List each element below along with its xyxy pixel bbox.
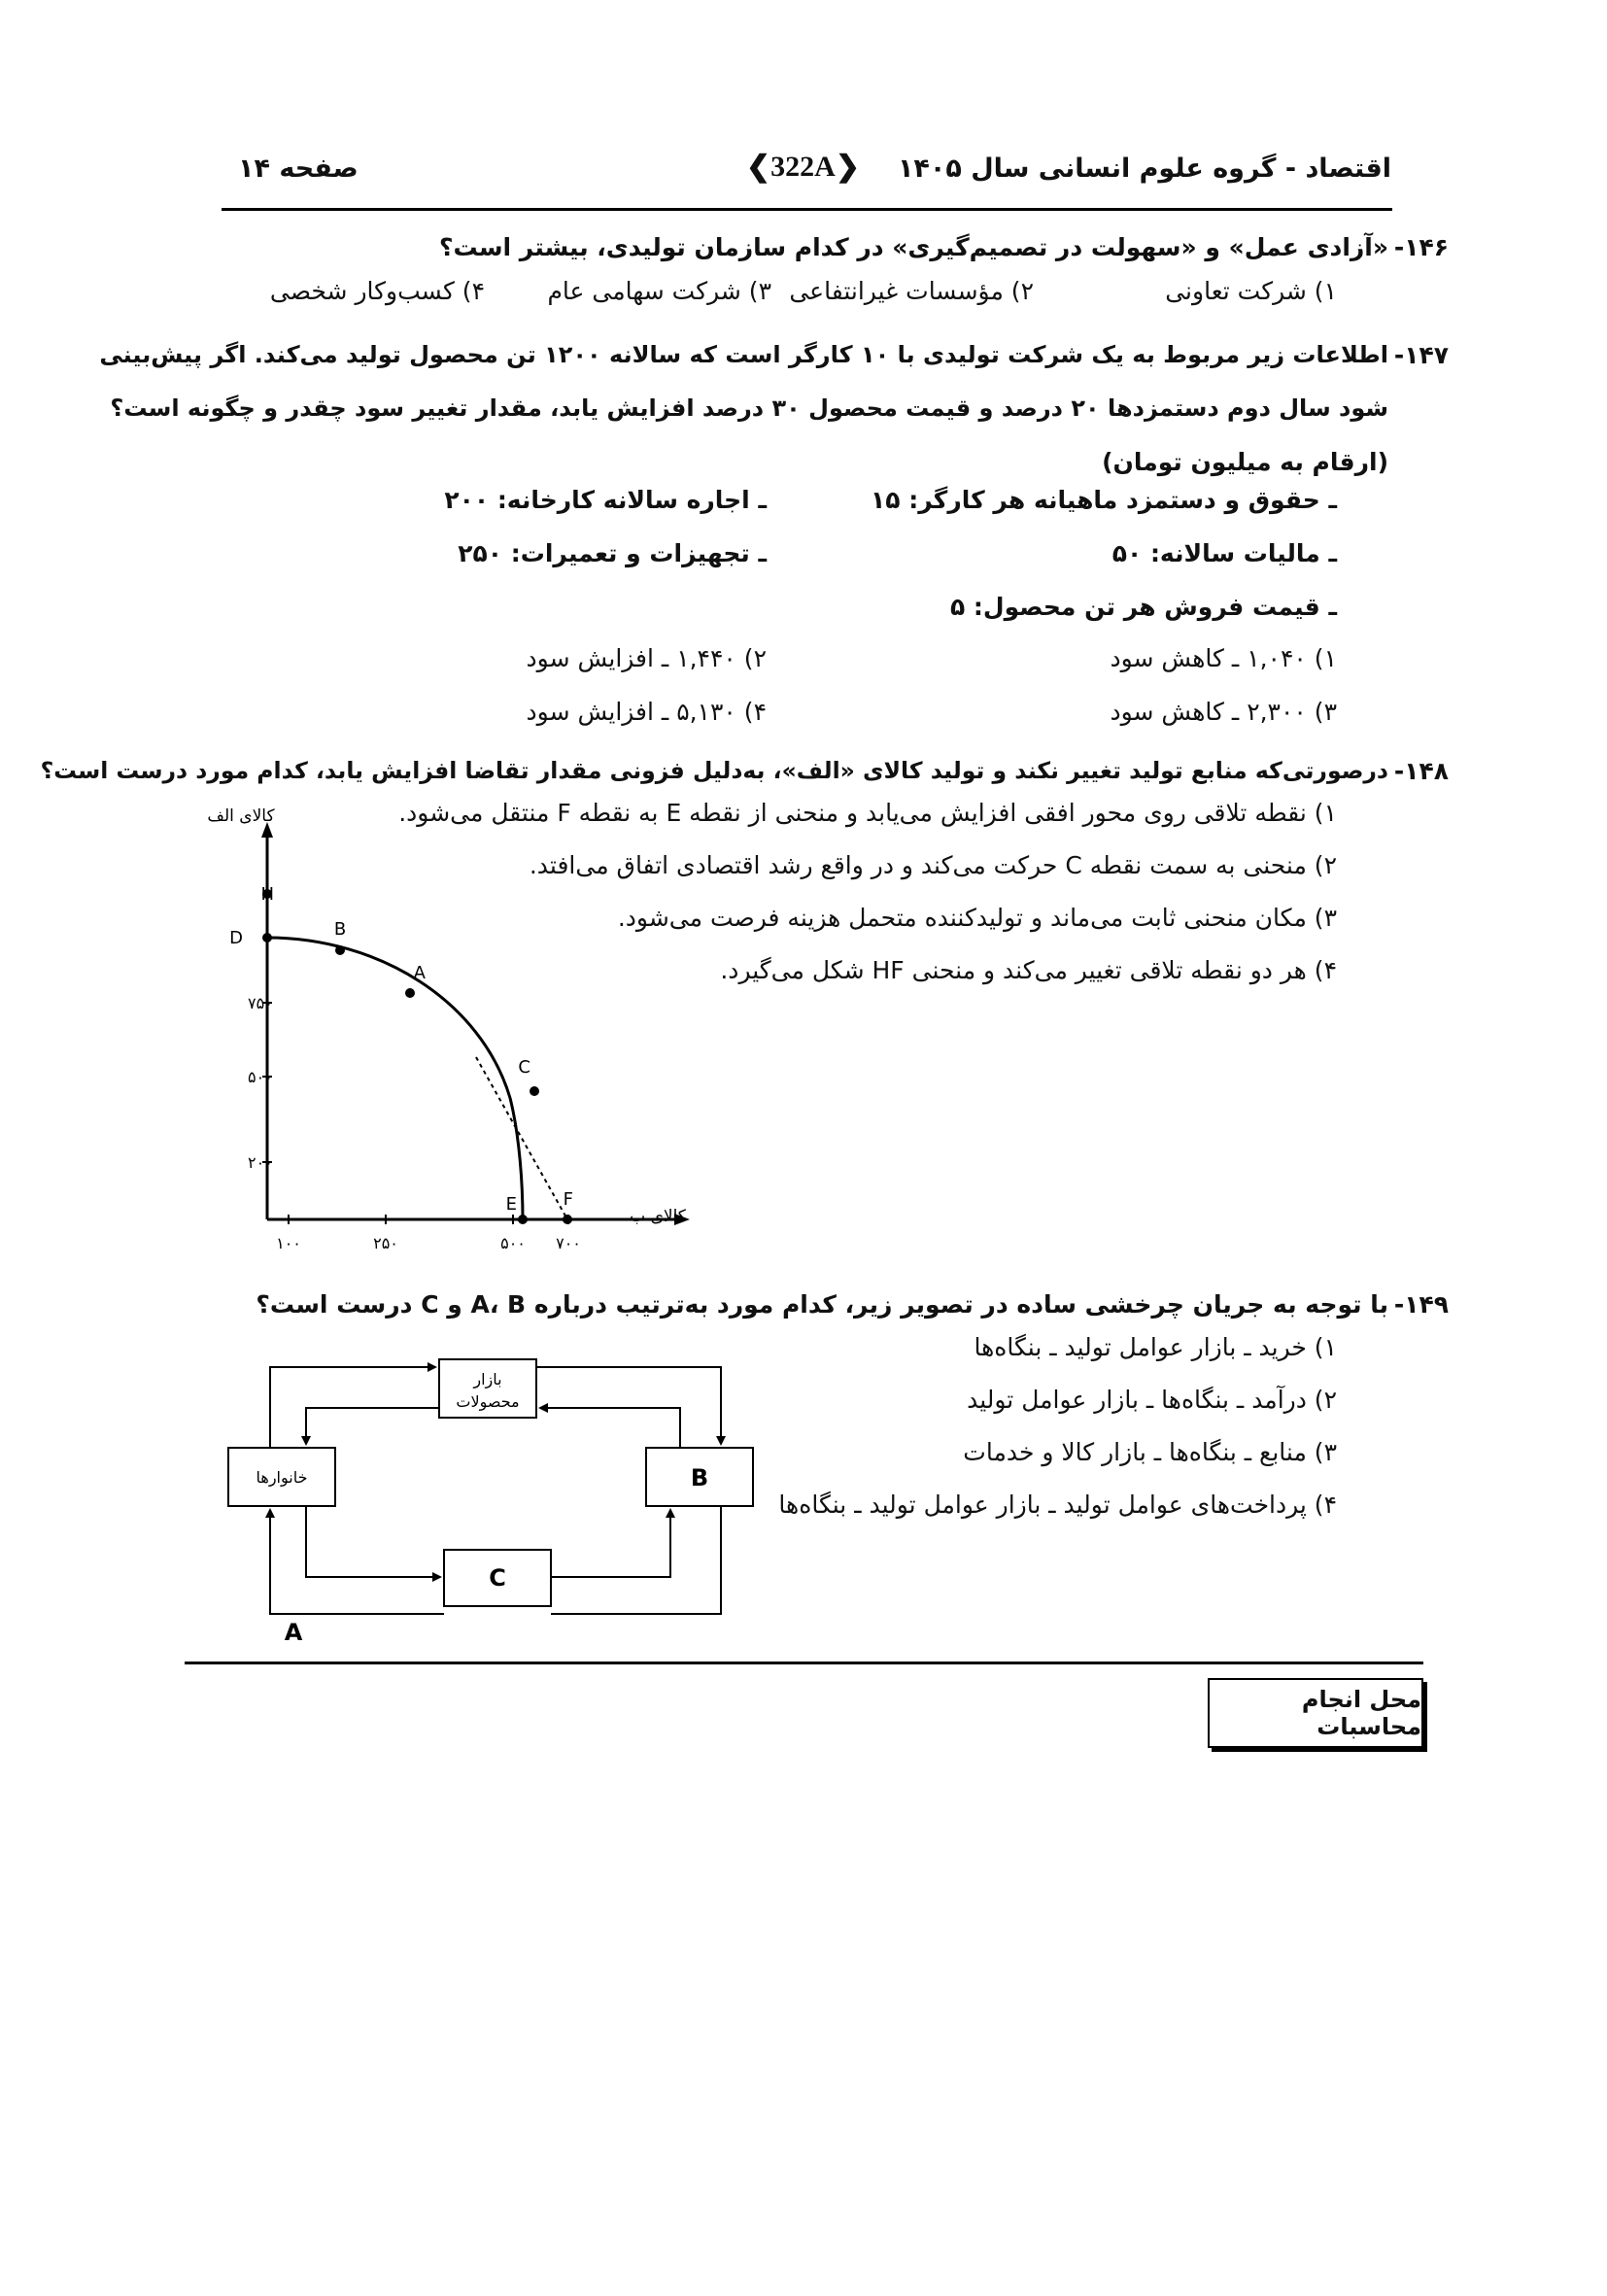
option-2[interactable]: ۲) درآمد ـ بنگاه‌ها ـ بازار عوامل تولید	[967, 1386, 1337, 1414]
footer-rule	[185, 1662, 1423, 1664]
point-h	[260, 884, 274, 905]
page-number: صفحه ۱۴	[238, 154, 359, 184]
households-label: خانوارها	[256, 1468, 308, 1487]
c-label: C	[489, 1564, 506, 1592]
fact-tax: ـ مالیات سالانه: ۵۰	[1111, 539, 1337, 567]
ppf-chart	[185, 797, 709, 1263]
question-number: ۱۴۹-	[1393, 1290, 1449, 1319]
fact-equipment: ـ تجهیزات و تعمیرات: ۲۵۰	[458, 539, 767, 567]
ppf-curve	[267, 938, 523, 1219]
option-3[interactable]: ۳) شرکت سهامی عام	[547, 277, 771, 305]
option-2[interactable]: ۲) منحنی به سمت نقطه C حرکت می‌کند و در واقع رشد اقتصادی اتفاق می‌افتد.	[529, 851, 1337, 879]
question-number: ۱۴۶-	[1393, 233, 1449, 261]
question-text-line-2: شود سال دوم دستمزدها ۲۰ درصد و قیمت محصول ۳۰ درصد افزایش یابد، مقدار تغییر سود چقدر و چگونه است؟	[110, 394, 1388, 422]
code-ornament-right: ❯	[835, 151, 860, 183]
x-axis-label: کالای ب	[630, 1207, 686, 1226]
option-4[interactable]: ۴) ۵,۱۳۰ ـ افزایش سود	[526, 698, 767, 726]
question-text-line-1: اطلاعات زیر مربوط به یک شرکت تولیدی با ۱۰ کارگر است که سالانه ۱۲۰۰ تن محصول تولید می‌کند. اگر پیش‌بینی	[99, 341, 1388, 368]
svg-text:C: C	[518, 1057, 530, 1078]
option-1[interactable]: ۱) خرید ـ بازار عوامل تولید ـ بنگاه‌ها	[974, 1333, 1337, 1361]
question-number: ۱۴۷-	[1393, 341, 1449, 369]
option-4[interactable]: ۴) پرداخت‌های عوامل تولید ـ بازار عوامل تولید ـ بنگاه‌ها	[778, 1491, 1337, 1519]
b-label: B	[690, 1464, 709, 1491]
option-2[interactable]: ۲) ۱,۴۴۰ ـ افزایش سود	[526, 644, 767, 672]
option-4[interactable]: ۴) کسب‌وکار شخصی	[269, 277, 485, 305]
product-market-label-1: بازار	[473, 1370, 502, 1388]
y-axis-label: کالای الف	[207, 806, 275, 826]
question-149	[203, 1278, 1449, 1331]
y-tick-200	[248, 1153, 273, 1172]
svg-text:۵۰۰: ۵۰۰	[248, 1068, 273, 1086]
flow-market-to-b	[536, 1367, 721, 1444]
flow-b-to-c-outer	[551, 1506, 721, 1614]
svg-text:H: H	[260, 884, 274, 905]
fact-rent: ـ اجاره سالانه کارخانه: ۲۰۰	[444, 486, 767, 514]
svg-text:A: A	[413, 963, 426, 983]
question-text: با توجه به جریان چرخشی ساده در تصویر زیر، کدام مورد به‌ترتیب درباره A، B و C درست است؟	[256, 1290, 1388, 1319]
code-ornament-left: ❮	[746, 151, 771, 183]
product-market-label-2: محصولات	[456, 1392, 520, 1411]
option-1[interactable]: ۱) ۱,۰۴۰ ـ کاهش سود	[1110, 644, 1337, 672]
option-4[interactable]: ۴) هر دو نقطه تلاقی تغییر می‌کند و منحنی HF شکل می‌گیرد.	[720, 956, 1337, 984]
fact-wage: ـ حقوق و دستمزد ماهیانه هر کارگر: ۱۵	[871, 486, 1337, 514]
a-label: A	[284, 1619, 303, 1642]
svg-text:۷۵۰: ۷۵۰	[248, 994, 273, 1012]
svg-text:D: D	[229, 928, 243, 948]
point-d	[229, 928, 272, 948]
option-1[interactable]: ۱) نقطه تلاقی روی محور افقی افزایش می‌یابد و منحنی از نقطه E به نقطه F منتقل می‌شود.	[398, 799, 1337, 827]
question-147	[99, 328, 1449, 489]
option-2[interactable]: ۲) مؤسسات غیرانتفاعی	[789, 277, 1034, 305]
exam-code-text: 322A	[770, 151, 836, 183]
flow-c-to-households-outer	[270, 1510, 444, 1614]
header-rule	[222, 208, 1392, 211]
fact-price: ـ قیمت فروش هر تن محصول: ۵	[949, 593, 1337, 621]
x-axis	[267, 1214, 690, 1225]
svg-text:۵۰۰: ۵۰۰	[500, 1234, 526, 1252]
svg-text:E: E	[505, 1194, 517, 1215]
exam-code	[746, 150, 860, 184]
circular-flow-diagram	[214, 1346, 777, 1642]
svg-text:۲۵۰: ۲۵۰	[373, 1234, 398, 1252]
flow-households-to-c	[306, 1506, 440, 1577]
svg-text:۱۰۰: ۱۰۰	[276, 1234, 301, 1252]
point-c	[518, 1057, 539, 1096]
flow-market-to-households	[306, 1408, 439, 1444]
svg-text:۲۰۰: ۲۰۰	[248, 1153, 273, 1172]
y-tick-750	[248, 994, 273, 1012]
y-tick-500	[248, 1068, 273, 1086]
option-3[interactable]: ۳) منابع ـ بنگاه‌ها ـ بازار کالا و خدمات	[963, 1438, 1337, 1466]
question-text: «آزادی عمل» و «سهولت در تصمیم‌گیری» در کدام سازمان تولیدی، بیشتر است؟	[438, 233, 1388, 261]
svg-text:B: B	[333, 919, 347, 940]
svg-text:۷۰۰: ۷۰۰	[556, 1234, 581, 1252]
exam-title: اقتصاد - گروه علوم انسانی سال ۱۴۰۵	[897, 154, 1391, 184]
question-148	[40, 744, 1449, 798]
option-3[interactable]: ۳) ۲,۳۰۰ ـ کاهش سود	[1110, 698, 1337, 726]
flow-c-to-b	[551, 1510, 670, 1577]
point-f	[563, 1189, 573, 1224]
question-text-line-3: (ارقام به میلیون تومان)	[1102, 448, 1388, 476]
svg-text:F: F	[563, 1189, 573, 1210]
flow-b-to-market	[540, 1408, 680, 1448]
option-1[interactable]: ۱) شرکت تعاونی	[1165, 277, 1337, 305]
question-text: درصورتی‌که منابع تولید تغییر نکند و تولید کالای «الف»، به‌دلیل فزونی مقدار تقاضا افزایش یابد، کدام مورد درست است؟	[40, 757, 1388, 784]
option-3[interactable]: ۳) مکان منحنی ثابت می‌ماند و تولیدکننده متحمل هزینه فرصت می‌شود.	[617, 904, 1337, 932]
question-146	[203, 221, 1449, 274]
point-a	[405, 963, 427, 998]
point-b	[334, 919, 346, 955]
calculation-area-label: محل انجام محاسبات	[1208, 1678, 1423, 1748]
question-number: ۱۴۸-	[1393, 757, 1449, 785]
